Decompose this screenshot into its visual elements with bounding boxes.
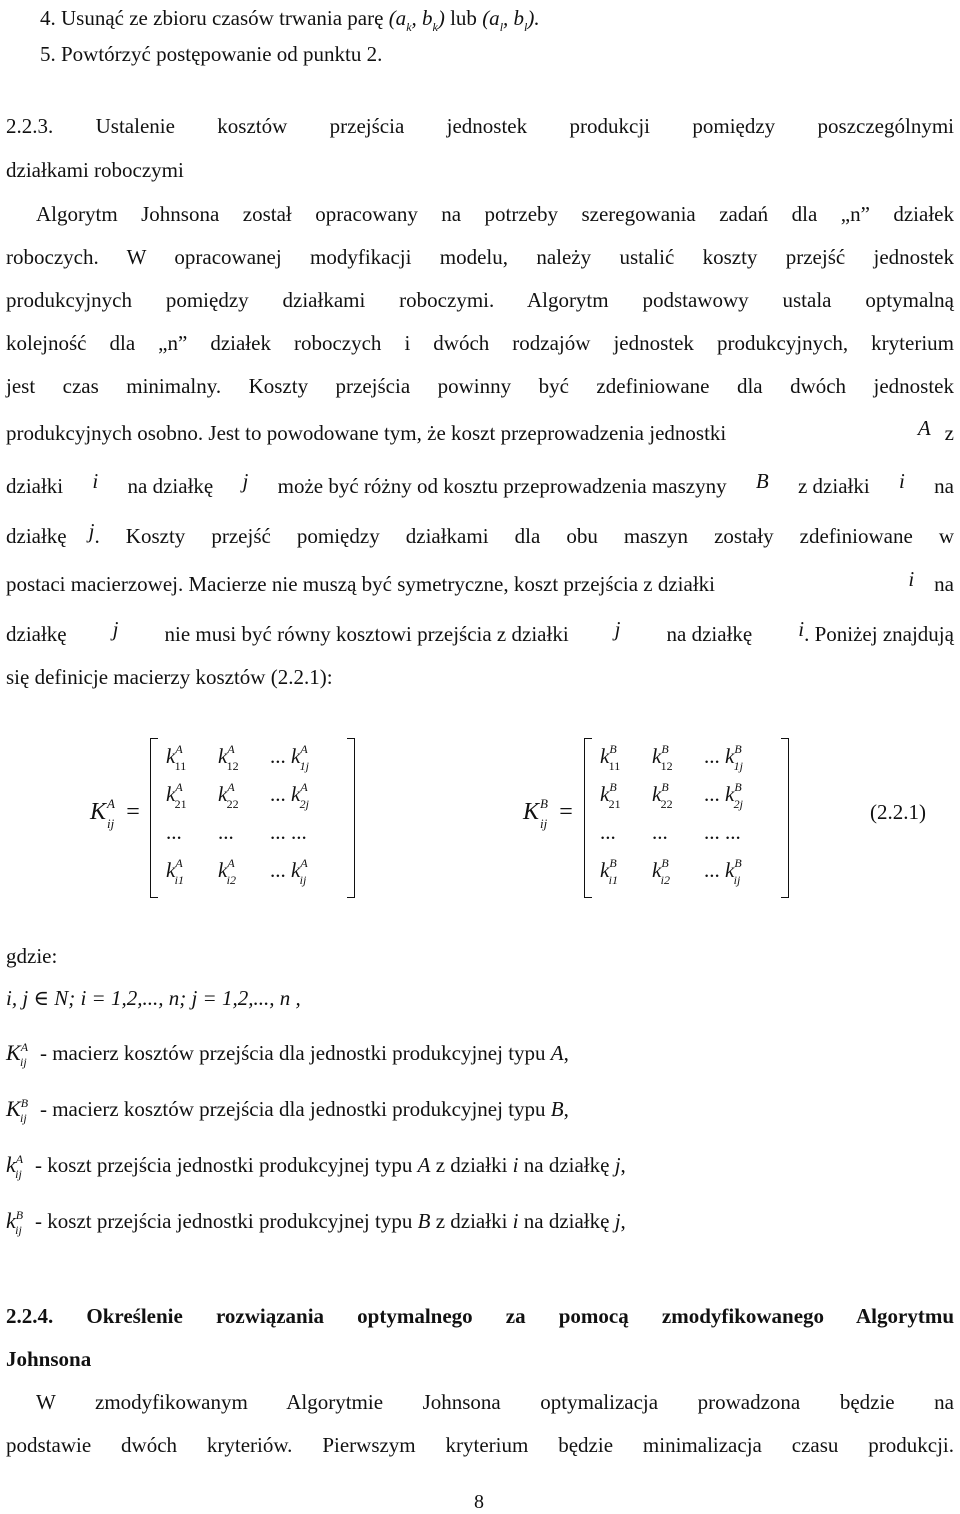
matrix-B: [584, 738, 789, 898]
matrix-entry: $k^B_{i2}$: [652, 856, 671, 887]
section-heading-224-line2: Johnsona: [6, 1347, 92, 1371]
bracket-right: [781, 738, 789, 898]
var-i: i: [798, 617, 805, 641]
matrix-B-lhs: $K^B_{ij}$ =: [523, 796, 573, 831]
var-B: B: [755, 469, 769, 493]
matrix-entry: ... $k^B_{ij}$: [704, 856, 742, 887]
matrix-entry: $k^B_{11}$: [600, 742, 621, 773]
matrix-dots: ...: [600, 820, 616, 844]
matrix-A: [150, 738, 355, 898]
domain-line: i, j ∈ N; i = 1,2,..., n; j = 1,2,..., n ,: [6, 986, 301, 1010]
list-text: Powtórzyć postępowanie od punktu 2.: [61, 42, 383, 66]
var-j: j: [242, 469, 249, 493]
list-text: Usunąć ze zbioru czasów trwania parę: [61, 6, 384, 30]
matrix-entry: ... $k^A_{ij}$: [270, 856, 308, 887]
matrix-entry: $k^A_{12}$: [218, 742, 239, 773]
matrix-entry: ... $k^B_{1j}$: [704, 742, 744, 773]
pair-ak-bk: ($a_k$, $b_k$): [388, 6, 445, 34]
section-heading-224: 2.2.4. Określenie rozwiązania optymalnego za pomocą zmodyfikowanego Algorytmu: [6, 1304, 954, 1328]
paragraph-line: produkcyjnych osobno. Jest to powodowane tym, że koszt przeprowadzenia jednostki A z: [6, 416, 954, 445]
definition-kA: $k^A_{ij}$ - koszt przejścia jednostki produkcyjnej typu A z działki i na działkę j,: [6, 1152, 626, 1181]
var-j: j: [88, 519, 95, 543]
matrix-entry: $k^B_{21}$: [600, 780, 621, 811]
matrix-A-lhs: $K^A_{ij}$ =: [90, 796, 140, 831]
list-number: 5.: [40, 42, 56, 66]
matrix-dots: ...: [652, 820, 668, 844]
bracket-left: [584, 738, 592, 898]
bracket-right: [347, 738, 355, 898]
paragraph-line: kolejność dla „n” działek roboczych i dwóch rodzajów jednostek produkcyjnych, kryterium: [6, 331, 954, 355]
definition-KB: $K^B_{ij}$ - macierz kosztów przejścia dla jednostki produkcyjnej typu B,: [6, 1096, 569, 1125]
matrix-dots: ... ...: [270, 820, 307, 844]
paragraph-line: postaci macierzowej. Macierze nie muszą być symetryczne, koszt przejścia z działki i na: [6, 567, 954, 596]
paragraph-line: działki i na działkę j może być różny od kosztu przeprowadzenia maszyny B z działki i na: [6, 469, 954, 498]
paragraph-line: podstawie dwóch kryteriów. Pierwszym kryterium będzie minimalizacja czasu produkcji.: [6, 1433, 954, 1457]
matrix-entry: $k^A_{11}$: [166, 742, 187, 773]
var-i: i: [908, 567, 915, 591]
list-item-5: [40, 42, 382, 67]
matrix-entry: $k^A_{i2}$: [218, 856, 237, 887]
pair-al-bl: ($a_l$, $b_l$).: [482, 6, 540, 34]
paragraph-line: jest czas minimalny. Koszty przejścia powinny być zdefiniowane dla dwóch jednostek: [6, 374, 954, 398]
section-heading-223-line2: działkami roboczymi: [6, 158, 184, 182]
list-item-4: [40, 6, 540, 34]
matrix-entry: $k^B_{12}$: [652, 742, 673, 773]
or-word: lub: [450, 6, 477, 30]
var-j: j: [614, 617, 621, 641]
matrix-entry: $k^B_{i1}$: [600, 856, 619, 887]
paragraph-line: roboczych. W opracowanej modyfikacji modelu, należy ustalić koszty przejść jednostek: [6, 245, 954, 269]
paragraph-line: Algorytm Johnsona został opracowany na potrzeby szeregowania zadań dla „n” działek: [36, 202, 954, 226]
paragraph-line: się definicje macierzy kosztów (2.2.1):: [6, 665, 333, 689]
var-j: j: [112, 617, 119, 641]
bracket-left: [150, 738, 158, 898]
matrix-dots: ... ...: [704, 820, 741, 844]
matrix-dots: ...: [218, 820, 234, 844]
list-number: 4.: [40, 6, 56, 30]
equation-number: (2.2.1): [870, 800, 926, 824]
definition-kB: $k^B_{ij}$ - koszt przejścia jednostki produkcyjnej typu B z działki i na działkę j,: [6, 1208, 626, 1237]
matrix-entry: $k^A_{22}$: [218, 780, 239, 811]
matrix-entry: $k^A_{i1}$: [166, 856, 185, 887]
definition-KA: $K^A_{ij}$ - macierz kosztów przejścia dla jednostki produkcyjnej typu A,: [6, 1040, 569, 1069]
page-number: 8: [474, 1491, 484, 1513]
matrix-entry: ... $k^A_{2j}$: [270, 780, 310, 811]
paragraph-line: W zmodyfikowanym Algorytmie Johnsona optymalizacja prowadzona będzie na: [36, 1390, 954, 1414]
matrix-entry: ... $k^A_{1j}$: [270, 742, 310, 773]
matrix-entry: $k^B_{22}$: [652, 780, 673, 811]
paragraph-line: działkę j nie musi być równy kosztowi przejścia z działki j na działkę i. Poniżej znajdują: [6, 617, 954, 646]
var-i: i: [898, 469, 905, 493]
matrix-entry: ... $k^B_{2j}$: [704, 780, 744, 811]
var-A: A: [917, 416, 931, 440]
matrix-dots: ...: [166, 820, 182, 844]
matrix-entry: $k^A_{21}$: [166, 780, 187, 811]
section-heading-223: 2.2.3. Ustalenie kosztów przejścia jednostek produkcji pomiędzy poszczególnymi: [6, 114, 954, 138]
gdzie-label: gdzie:: [6, 944, 58, 968]
paragraph-line: produkcyjnych pomiędzy działkami roboczymi. Algorytm podstawowy ustala optymalną: [6, 288, 954, 312]
var-i: i: [92, 469, 99, 493]
paragraph-line: działkę j . Koszty przejść pomiędzy działkami dla obu maszyn zostały zdefiniowane w: [6, 519, 954, 548]
